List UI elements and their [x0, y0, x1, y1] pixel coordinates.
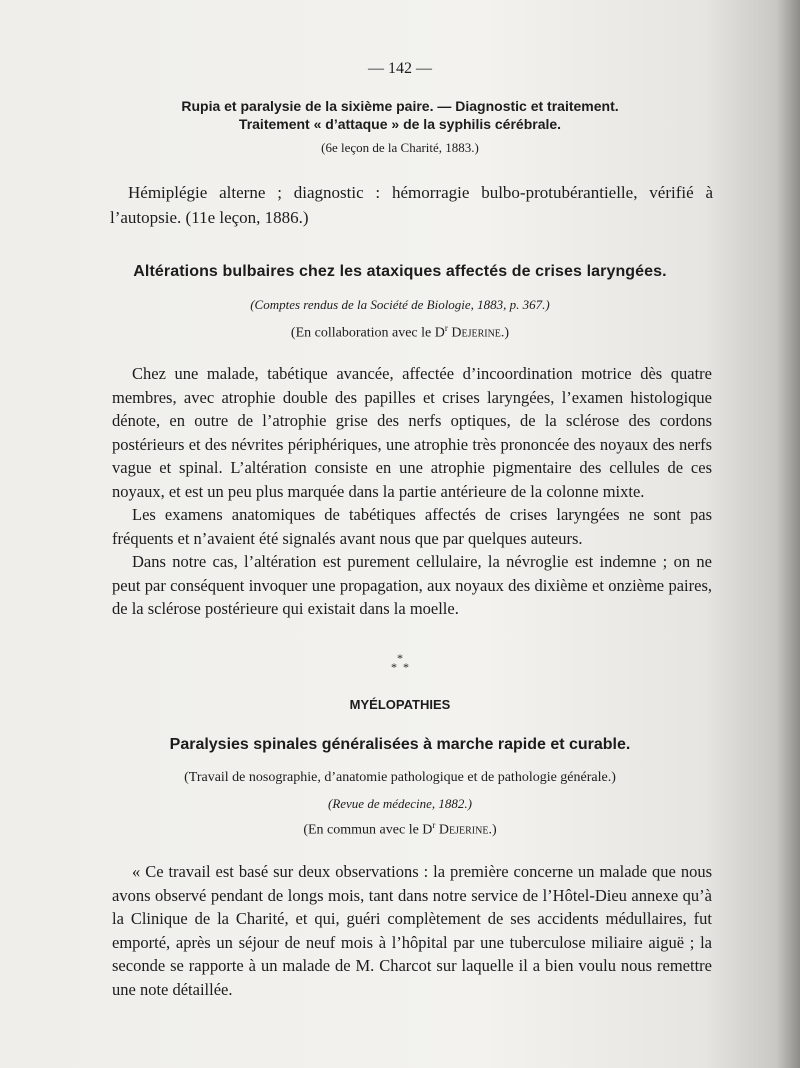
section3-paragraph: « Ce travail est basé sur deux observations : la première concerne un malade que nous avons observé pendant de longs mois, tant dans notre service de l’Hôtel-Dieu annexe qu’à la Clinique de la Charité, et qui, guéri complètement de ses accidents médullaires, fut emporté, après un séjour de neuf mois à l’hôpital par une tuberculose miliaire aiguë ; la seconde se rapporte à un malade de M. Charcot sur laquelle il a bien voulu nous remettre une note détaillée. [112, 862, 712, 999]
page-number: — 142 — [368, 60, 432, 77]
section2-paragraph-1: Chez une malade, tabétique avancée, affectée d’incoordination motrice dès quatre membres, avec atrophie double des papilles et crises laryngées, l’examen histologique dénote, en outre de l’atrophie grise des nerfs optiques, de la sclérose des cordons postérieurs et des névrites périphériques, une atrophie très prononcée des noyaux des nerfs vague et spinal. L’altération consiste en une atrophie pigmentaire des cellules de ces noyaux, et est un peu plus marquée dans la partie antérieure de la colonne mixte. [112, 364, 712, 501]
section2-paragraph-2: Les examens anatomiques de tabétiques affectés de crises laryngées ne sont pas fréquents et n’avaient été signalés avant nous que par quelques auteurs. [112, 505, 712, 548]
section3-body [112, 860, 712, 1001]
section3-title: Paralysies spinales généralisées à marche rapide et curable. [169, 736, 631, 753]
section2-body [112, 362, 712, 621]
hemiplegie-entry [110, 180, 713, 230]
section3-source-line2: (Revue de médecine, 1882.) [327, 796, 472, 811]
section1-title-line1: Rupia et paralysie de la sixième paire. — Diagnostic et traitement. [181, 98, 619, 114]
asterism-star-right: * [403, 660, 409, 674]
section1-title-line2: Traitement « d’attaque » de la syphilis cérébrale. [238, 116, 562, 132]
section2-collab-suffix: .) [500, 325, 510, 341]
section1-source: (6e leçon de la Charité, 1883.) [321, 140, 479, 155]
section2-collab-sup: r [444, 323, 448, 333]
section3-collab-prefix: (En commun avec le D [303, 822, 433, 838]
asterism-star-top: * [397, 651, 403, 665]
section2-paragraph-3: Dans notre cas, l’altération est purement cellulaire, la névroglie est indemne ; on ne peut par conséquent invoquer une propagation, aux noyaux des dixième et onzième paires, de la sclérose postérieure qui existait dans la moelle. [112, 552, 712, 618]
section3-collab-name: Dejerine [438, 822, 489, 838]
section2-collab-name: Dejerine [451, 325, 501, 341]
section3-collaboration [0, 820, 800, 839]
hemiplegie-line2: l’autopsie. (11e leçon, 1886.) [110, 208, 309, 227]
section2-title: Altérations bulbaires chez les ataxiques affectés de crises laryngées. [133, 263, 667, 280]
hemiplegie-line1: Hémiplégie alterne ; diagnostic : hémorragie bulbo-protubérantielle, vérifié à [128, 183, 713, 202]
section3-collab-suffix: .) [488, 822, 497, 838]
section2-collab-prefix: (En collaboration avec le D [290, 325, 445, 341]
section3-collab-sup: r [432, 820, 436, 830]
section2-collaboration [0, 323, 800, 342]
asterism-star-left: * [391, 660, 397, 674]
section3-source-line1: (Travail de nosographie, d’anatomie pathologique et de pathologie générale.) [184, 770, 616, 785]
section2-source: (Comptes rendus de la Société de Biologie, 1883, p. 367.) [250, 297, 550, 312]
asterism-separator [0, 651, 800, 674]
myelopathies-heading: MYÉLOPATHIES [349, 697, 451, 712]
